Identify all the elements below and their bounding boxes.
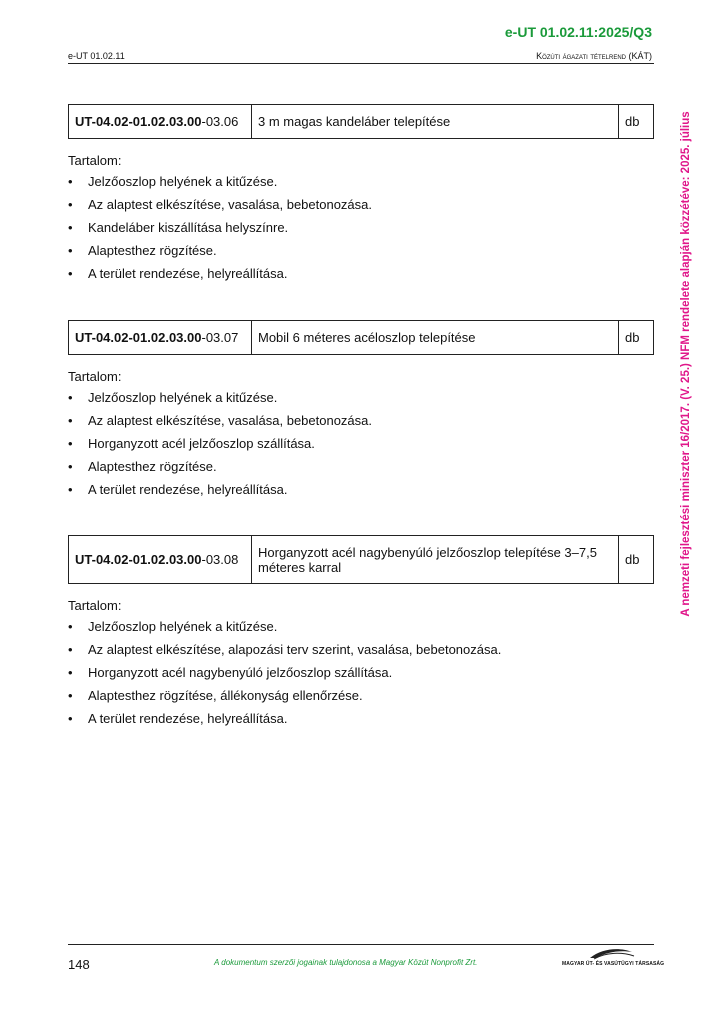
header-divider xyxy=(68,63,654,64)
item-section-3 xyxy=(68,535,654,730)
item-table-2 xyxy=(68,320,654,355)
side-note-text: A nemzeti fejlesztési miniszter 16/2017. (V. 25.) NFM rendelete alapján közzétéve: 2025. július xyxy=(680,111,692,617)
content-label: Tartalom: xyxy=(68,598,122,613)
list-item: • Az alaptest elkészítése, vasalása, bebetonozása. xyxy=(68,193,654,216)
item-table-1 xyxy=(68,104,654,139)
item-title-cell: Horganyzott acél nagybenyúló jelzőoszlop telepítése 3–7,5 méteres karral xyxy=(252,536,619,584)
header-right-title xyxy=(536,51,652,61)
item-title-cell: 3 m magas kandeláber telepítése xyxy=(252,105,619,139)
content-list xyxy=(68,386,654,501)
item-code-cell xyxy=(69,536,252,584)
copyright-notice: A dokumentum szerzői jogainak tulajdonosa a Magyar Közút Nonprofit Zrt. xyxy=(214,958,478,967)
item-unit-cell: db xyxy=(619,321,654,355)
item-code-bold: UT-04.02-01.02.03.00 xyxy=(75,114,202,129)
item-table-3 xyxy=(68,535,654,584)
list-item: • Kandeláber kiszállítása helyszínre. xyxy=(68,216,654,239)
logo-text: MAGYAR ÚT- ÉS VASÚTÜGYI TÁRSASÁG xyxy=(562,961,665,967)
list-item: • Jelzőoszlop helyének a kitűzése. xyxy=(68,386,654,409)
list-item: • Jelzőoszlop helyének a kitűzése. xyxy=(68,615,654,638)
list-item: • Az alaptest elkészítése, alapozási terv szerint, vasalása, bebetonozása. xyxy=(68,638,654,661)
item-code-suffix: -03.08 xyxy=(201,552,239,567)
item-code-bold: UT-04.02-01.02.03.00 xyxy=(75,552,202,567)
item-code-suffix: -03.06 xyxy=(201,114,239,129)
content-list xyxy=(68,615,654,730)
footer-divider xyxy=(68,944,654,945)
item-code-bold: UT-04.02-01.02.03.00 xyxy=(75,330,202,345)
item-unit-cell: db xyxy=(619,105,654,139)
list-item: • Alaptesthez rögzítése. xyxy=(68,455,654,478)
item-title-cell: Mobil 6 méteres acéloszlop telepítése xyxy=(252,321,619,355)
list-item: • Alaptesthez rögzítése. xyxy=(68,239,654,262)
document-code: e-UT 01.02.11:2025/Q3 xyxy=(504,24,652,40)
list-item: • A terület rendezése, helyreállítása. xyxy=(68,478,654,501)
header-right-text: Közúti ágazati tételrend (KÁT) xyxy=(536,51,652,61)
list-item: • Horganyzott acél jelzőoszlop szállítása. xyxy=(68,432,654,455)
header-left-code: e-UT 01.02.11 xyxy=(68,51,125,61)
item-code-cell xyxy=(69,321,252,355)
item-unit-cell: db xyxy=(619,536,654,584)
list-item: • A terület rendezése, helyreállítása. xyxy=(68,262,654,285)
content-label: Tartalom: xyxy=(68,369,122,384)
item-section-1 xyxy=(68,104,654,285)
item-code-suffix: -03.07 xyxy=(201,330,239,345)
list-item: • Alaptesthez rögzítése, állékonyság ellenőrzése. xyxy=(68,684,654,707)
list-item: • Horganyzott acél nagybenyúló jelzőoszlop szállítása. xyxy=(68,661,654,684)
content-label: Tartalom: xyxy=(68,153,122,168)
list-item: • Jelzőoszlop helyének a kitűzése. xyxy=(68,170,654,193)
content-list xyxy=(68,170,654,285)
item-section-2 xyxy=(68,320,654,501)
list-item: • Az alaptest elkészítése, vasalása, bebetonozása. xyxy=(68,409,654,432)
page-number: 148 xyxy=(68,957,90,972)
list-item: • A terület rendezése, helyreállítása. xyxy=(68,707,654,730)
item-code-cell xyxy=(69,105,252,139)
